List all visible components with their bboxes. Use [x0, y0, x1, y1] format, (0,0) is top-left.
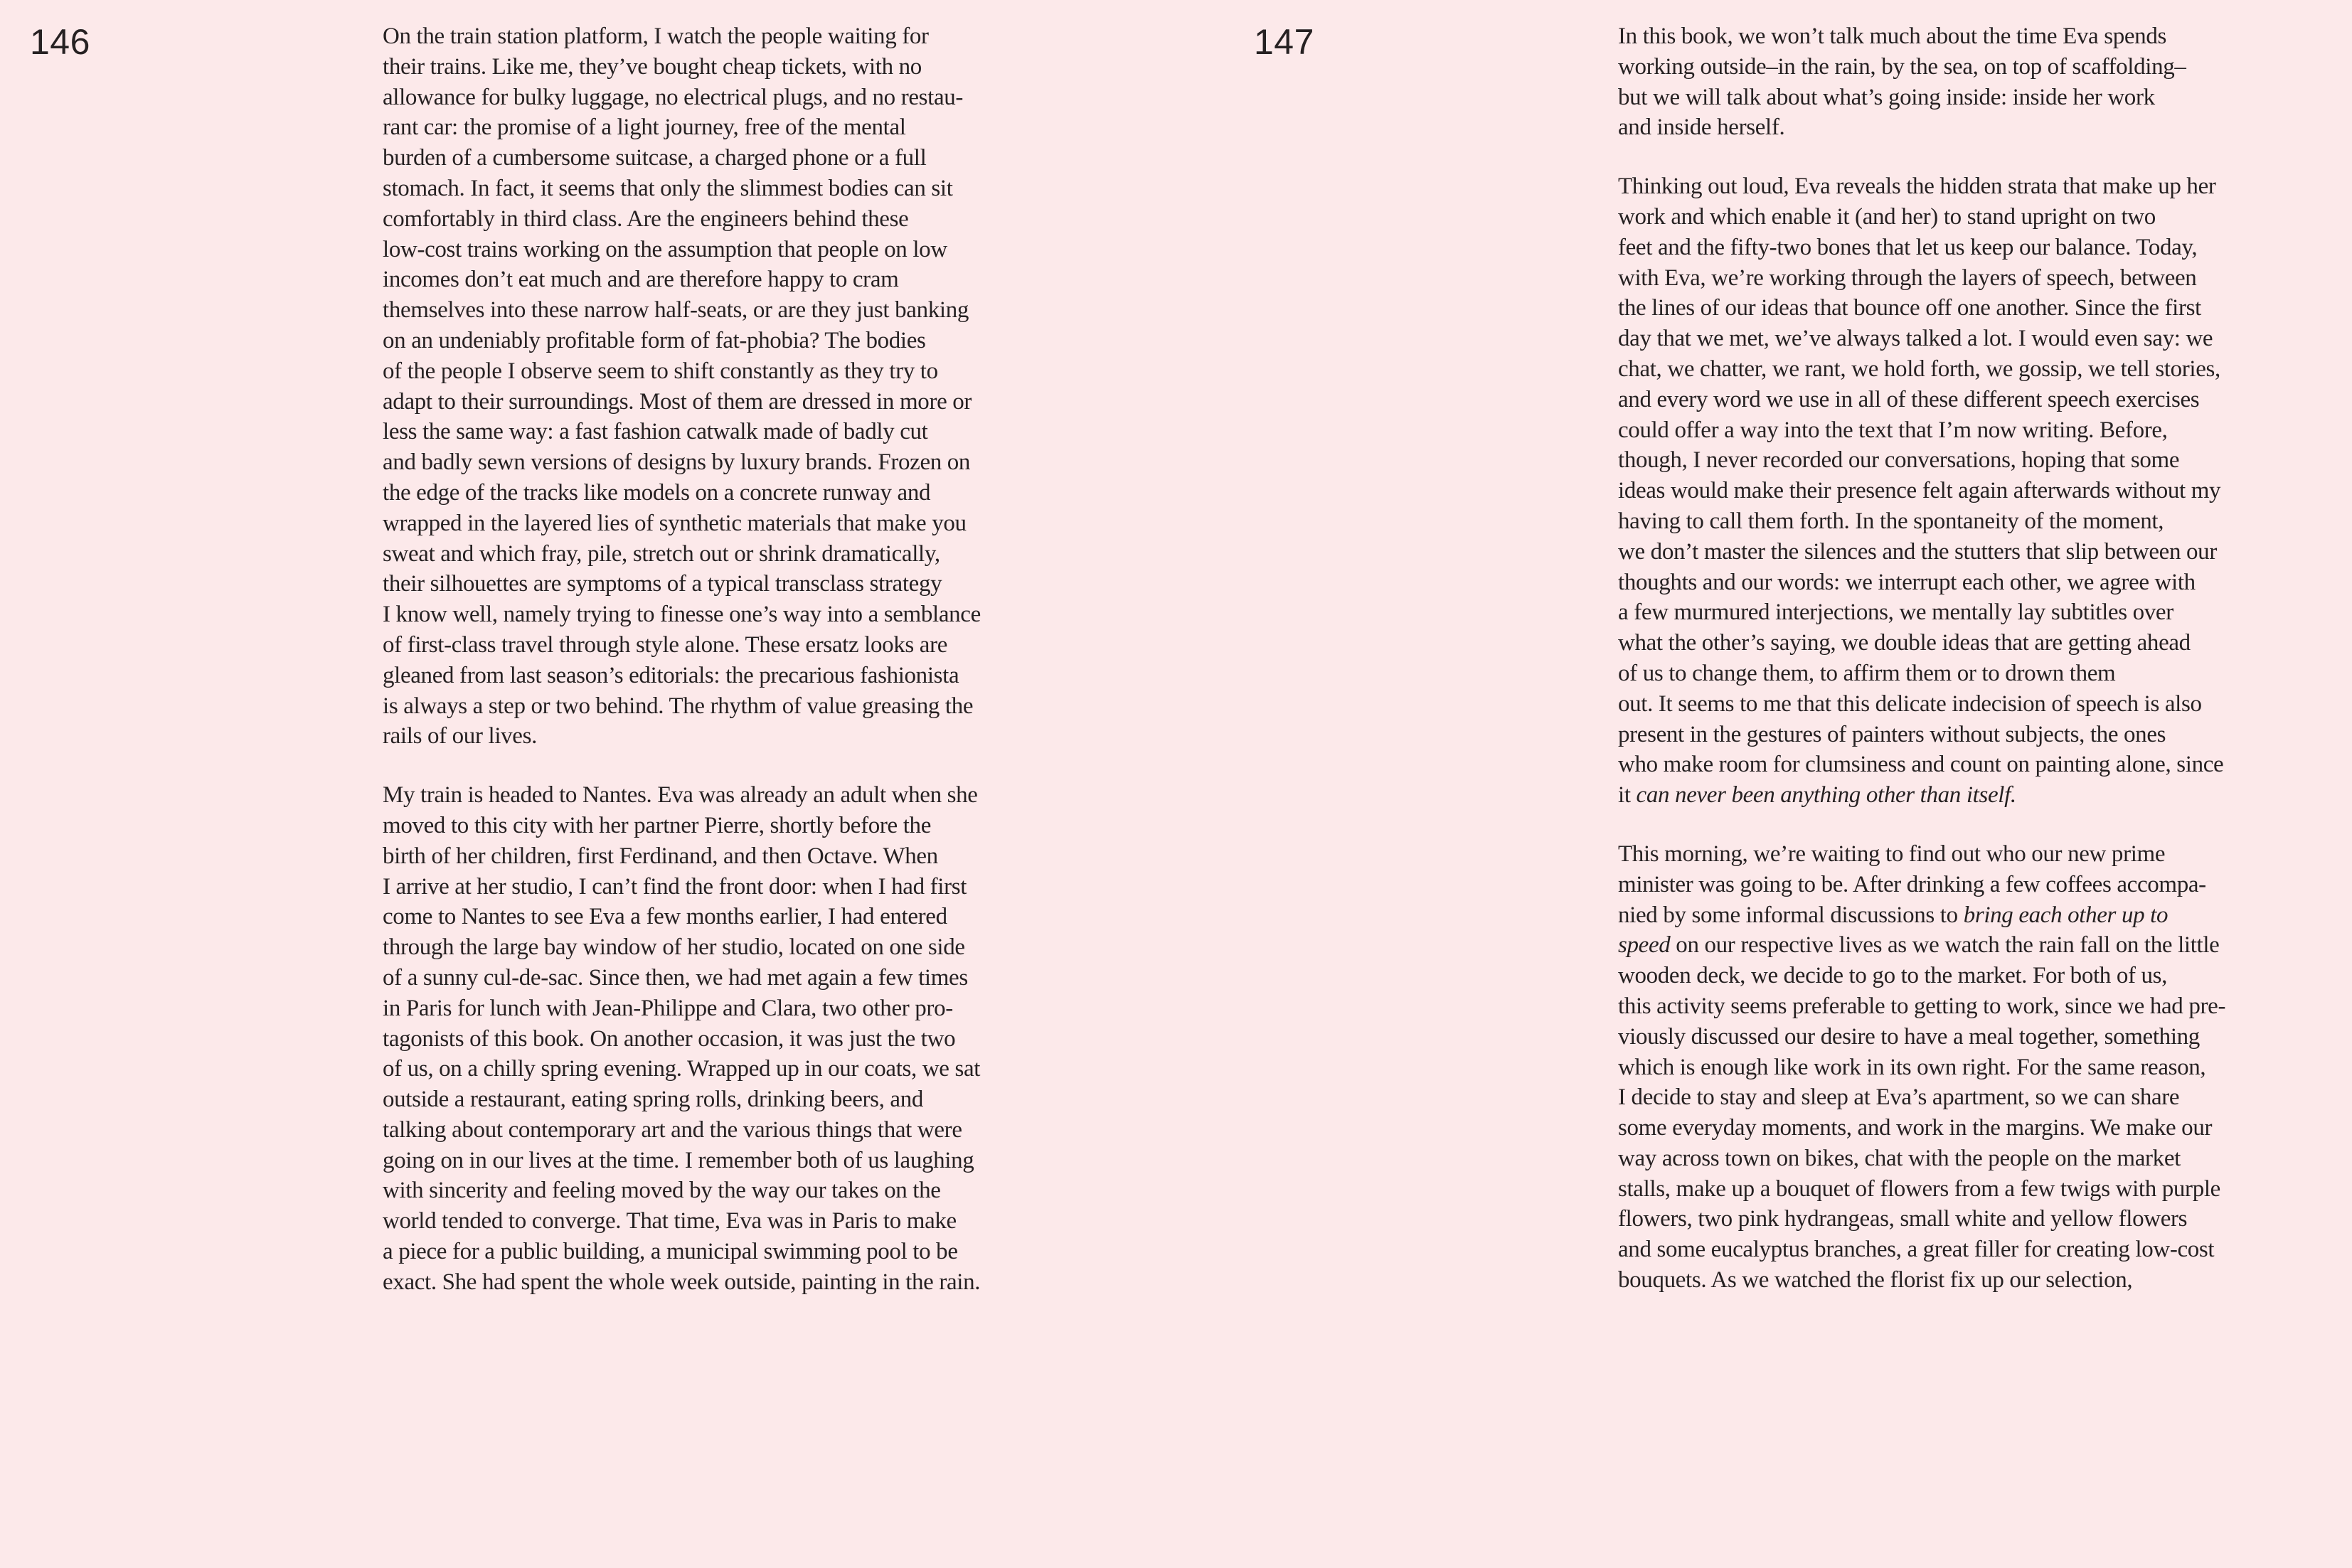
paragraph: In this book, we won’t talk much about the time Eva spends working outside–in the rain, by the sea, on top of scaffolding– but we will talk about what’s going inside: inside her work and inside herself.: [1618, 23, 2186, 141]
paragraph: My train is headed to Nantes. Eva was already an adult when she moved to this city with her partner Pierre, shortly before the birth of her children, first Ferdinand, and then Octave. When I arrive at her studio, I can’t find the front door: when I had first come to Nantes to see Eva a few months earlier, I had entered through the large bay window of her studio, located on one side of a sunny cul-de-sac. Since then, we had met again a few times in Paris for lunch with Jean-Philippe and Clara, two other pro- tagonists of this book. On another occasion, it was just the two of us, on a chilly spring evening. Wrapped up in our coats, we sat outside a restaurant, eating spring rolls, drinking beers, and talking about contemporary art and the various things that were going on in our lives at the time. I remember both of us laughing with sincerity and feeling moved by the way our takes on the world tended to converge. That time, Eva was in Paris to make a piece for a public building, a municipal swimming pool to be exact. She had spent the whole week outside, painting in the rain.: [383, 782, 981, 1295]
right-page-text-column: [1618, 21, 2352, 1324]
page-number-right: 147: [1254, 22, 1314, 62]
paragraph: Thinking out loud, Eva reveals the hidden strata that make up her work and which enable it (and her) to stand upright on two feet and the fifty-two bones that let us keep our balance. Today, with Eva, we’re working through the layers of speech, between the lines of our ideas that bounce off one another. Since the first day that we met, we’ve always talked a lot. I would even say: we chat, we chatter, we rant, we hold forth, we gossip, we tell stories, and every word we use in all of these different speech exercises could offer a way into the text that I’m now writing. Before, though, I never recorded our conversations, hoping that some ideas would make their presence felt again afterwards without my having to call them forth. In the spontaneity of the moment, we don’t master the silences and the stutters that slip between our thoughts and our words: we interrupt each other, we agree with a few murmured interjections, we mentally lay subtitles over what the other’s saying, we double ideas that are getting ahead of us to change them, to affirm them or to drown them out. It seems to me that this delicate indecision of speech is also present in the gestures of painters without subjects, the ones who make room for clumsiness and count on painting alone, since it can never been anything other than itself.: [1618, 174, 2224, 809]
paragraph: On the train station platform, I watch the people waiting for their trains. Like me, they’ve bought cheap tickets, with no allowance for bulky luggage, no electrical plugs, and no restau- rant car: the promise of a light journey, free of the mental burden of a cumbersome suitcase, a charged phone or a full stomach. In fact, it seems that only the slimmest bodies can sit comfortably in third class. Are the engineers behind these low-cost trains working on the assumption that people on low incomes don’t eat much and are therefore happy to cram themselves into these narrow half-seats, or are they just banking on an undeniably profitable form of fat-phobia? The bodies of the people I observe seem to shift constantly as they try to adapt to their surroundings. Most of them are dressed in more or less the same way: a fast fashion catwalk made of badly cut and badly sewn versions of designs by luxury brands. Frozen on the edge of the tracks like models on a concrete runway and wrapped in the layered lies of synthetic materials that make you sweat and which fray, pile, stretch out or shrink dramatically, their silhouettes are symptoms of a typical transclass strategy I know well, namely trying to finesse one’s way into a semblance of first-class travel through style alone. These ersatz looks are gleaned from last season’s editorials: the precarious fashionista is always a step or two behind. The rhythm of value greasing the rails of our lives.: [383, 23, 981, 750]
left-page-text-column: [383, 21, 1117, 1326]
paragraph: This morning, we’re waiting to find out who our new prime minister was going to be. After drinking a few coffees accompa- nied by some informal discussions to bring each other up to speed on our respective lives as we watch the rain fall on the little wooden deck, we decide to go to the market. For both of us, this activity seems preferable to getting to work, since we had pre- viously discussed our desire to have a meal together, something which is enough like work in its own right. For the same reason, I decide to stay and sleep at Eva’s apartment, so we can share some everyday moments, and work in the margins. We make our way across town on bikes, chat with the people on the market stalls, make up a bouquet of flowers from a few twigs with purple flowers, two pink hydrangeas, small white and yellow flowers and some eucalyptus branches, a great filler for creating low-cost bouquets. As we watched the florist fix up our selection,: [1618, 841, 2226, 1294]
page-number-left: 146: [30, 22, 90, 62]
